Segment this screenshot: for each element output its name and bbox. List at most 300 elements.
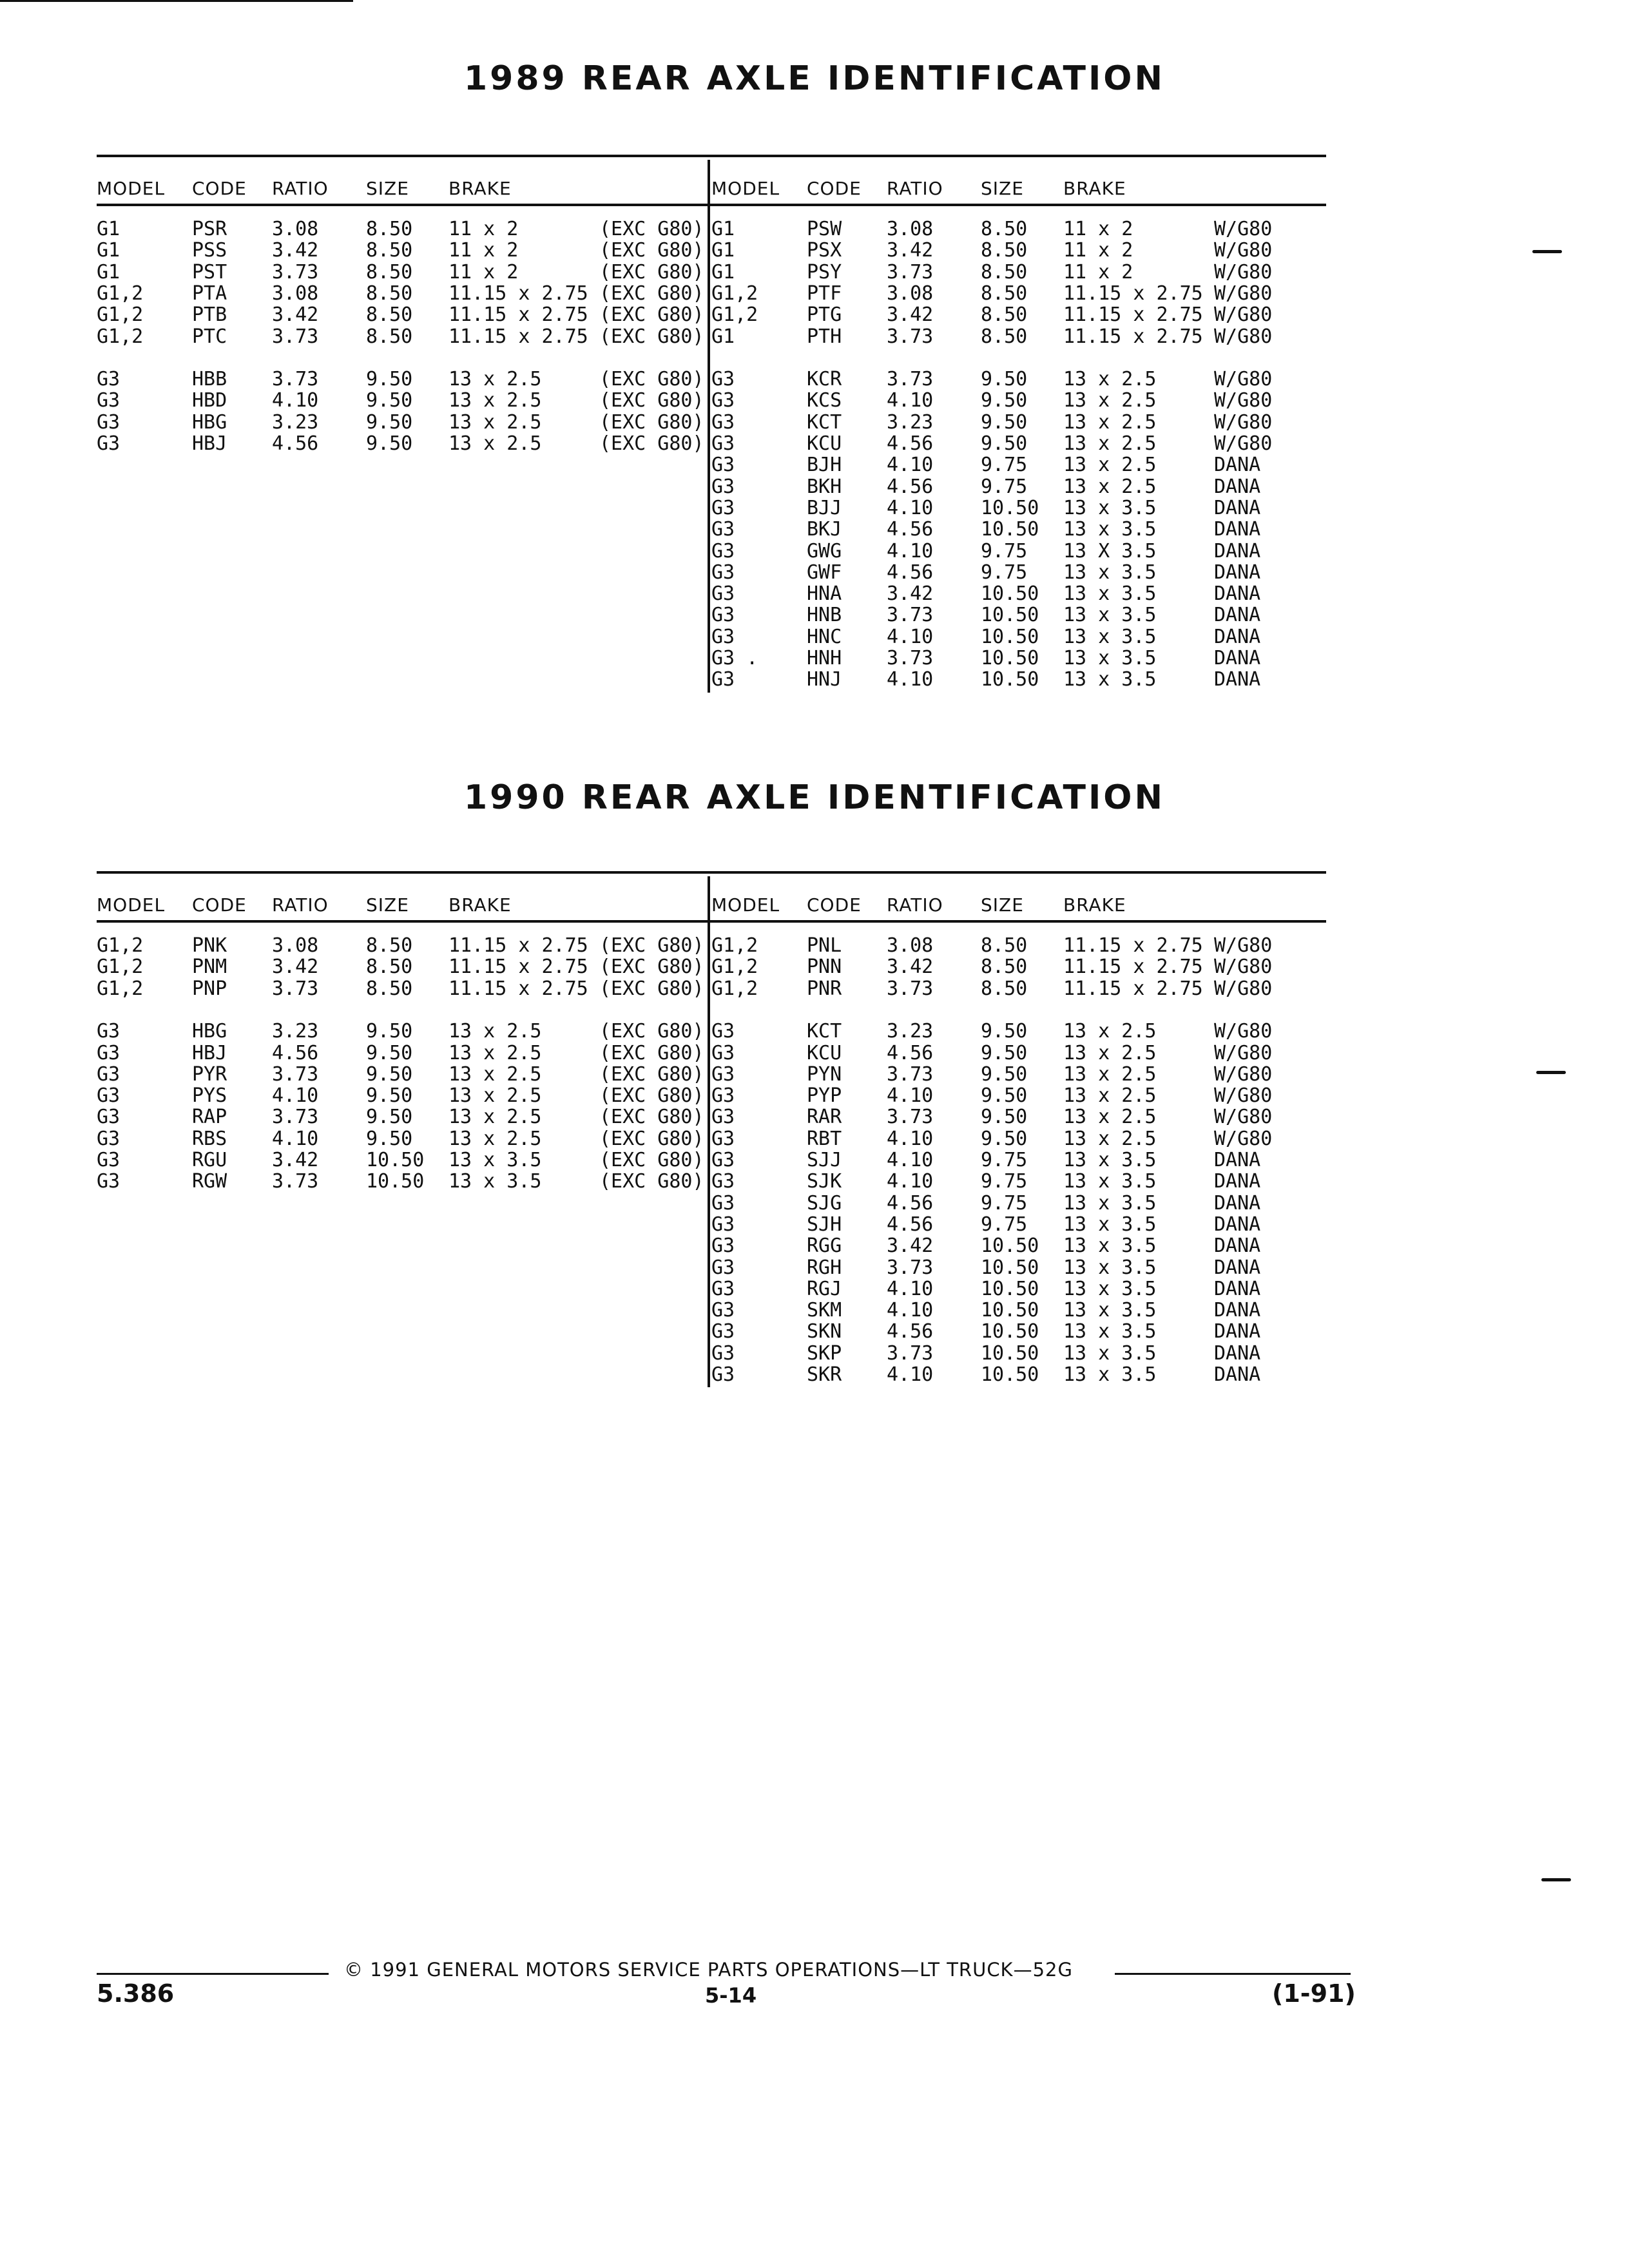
margin-mark [1541,1878,1571,1881]
model-cell: G3 [711,496,735,519]
code-cell: HBJ [192,432,227,455]
brake-cell: 13 x 2.5 [448,1041,542,1064]
ratio-cell: 3.73 [887,1106,934,1129]
code-cell: PTH [807,325,842,348]
brake-cell: 13 x 3.5 [1063,1277,1157,1300]
brake-cell: 13 x 2.5 [1063,410,1157,434]
ratio-cell: 4.56 [887,1041,934,1064]
g80-cell: (EXC G80) [599,410,704,434]
g80-cell: W/G80 [1214,389,1273,412]
ratio-cell: 4.10 [887,539,934,562]
size-cell: 9.50 [366,1106,413,1129]
model-cell: G3 [711,518,735,541]
size-cell: 9.50 [366,1084,413,1108]
brake-cell: 13 x 3.5 [1063,668,1157,691]
g80-cell: W/G80 [1214,218,1273,240]
ratio-cell: 4.10 [887,1363,934,1386]
ratio-cell: 3.08 [272,934,319,957]
brake-cell: 11.15 x 2.75 [1063,303,1203,327]
ratio-cell: 4.56 [887,1320,934,1343]
code-cell: GWG [807,539,842,562]
size-cell: 9.50 [366,1062,413,1086]
model-cell: G3 [711,1235,735,1258]
brake-cell: 13 x 3.5 [1063,625,1157,648]
model-cell: G3 [97,1106,120,1129]
brake-cell: 13 x 3.5 [1063,1256,1157,1279]
model-cell: G3 [711,1277,735,1300]
column-header-size: SIZE [981,178,1024,199]
g80-cell: W/G80 [1214,282,1273,305]
size-cell: 9.50 [981,1084,1028,1108]
ratio-cell: 3.73 [887,260,934,284]
page-number-center: 5-14 [705,1983,757,2008]
ratio-cell: 4.10 [887,1084,934,1108]
size-cell: 8.50 [366,934,413,957]
brake-cell: 13 x 3.5 [1063,582,1157,606]
ratio-cell: 3.73 [272,977,319,1000]
size-cell: 8.50 [366,303,413,327]
size-cell: 8.50 [366,977,413,1000]
ratio-cell: 3.08 [272,282,319,305]
model-cell: G3 [97,1084,120,1108]
code-cell: HNB [807,604,842,627]
g80-cell: W/G80 [1214,956,1273,979]
ratio-cell: 3.42 [887,239,934,262]
g80-cell: DANA [1214,1213,1261,1236]
g80-cell: (EXC G80) [599,389,704,412]
model-cell: G3 [711,1191,735,1215]
table-top-rule [97,871,1326,874]
column-header-model: MODEL [97,894,166,916]
brake-cell: 13 x 2.5 [1063,1062,1157,1086]
model-cell: G3 [711,432,735,455]
code-cell: PNK [192,934,227,957]
size-cell: 10.50 [981,582,1039,606]
model-cell: G1,2 [97,977,144,1000]
brake-cell: 11.15 x 2.75 [1063,325,1203,348]
g80-cell: DANA [1214,625,1261,648]
size-cell: 8.50 [981,325,1028,348]
model-cell: G3 [711,604,735,627]
ratio-cell: 3.23 [272,1020,319,1043]
g80-cell: W/G80 [1214,1106,1273,1129]
ratio-cell: 3.42 [887,1235,934,1258]
g80-cell: DANA [1214,1363,1261,1386]
size-cell: 8.50 [366,260,413,284]
brake-cell: 13 x 2.5 [1063,432,1157,455]
ratio-cell: 4.10 [887,625,934,648]
g80-cell: DANA [1214,1256,1261,1279]
ratio-cell: 4.56 [272,432,319,455]
code-cell: PSY [807,260,842,284]
model-cell: G3 [711,582,735,606]
code-cell: BJH [807,454,842,477]
g80-cell: DANA [1214,454,1261,477]
size-cell: 9.75 [981,561,1028,584]
code-cell: HNC [807,625,842,648]
size-cell: 10.50 [981,1256,1039,1279]
ratio-cell: 3.23 [272,410,319,434]
g80-cell: (EXC G80) [599,282,704,305]
code-cell: PTA [192,282,227,305]
brake-cell: 13 x 2.5 [1063,1041,1157,1064]
brake-cell: 11 x 2 [1063,218,1133,240]
column-header-model: MODEL [711,178,780,199]
size-cell: 9.50 [366,1041,413,1064]
code-cell: RGJ [807,1277,842,1300]
brake-cell: 13 x 2.5 [1063,454,1157,477]
code-cell: HNA [807,582,842,606]
g80-cell: DANA [1214,1191,1261,1215]
column-header-model: MODEL [97,178,166,199]
ratio-cell: 4.56 [887,1213,934,1236]
brake-cell: 13 x 2.5 [448,1020,542,1043]
model-cell: G3 [711,1320,735,1343]
code-cell: PNM [192,956,227,979]
code-cell: HBG [192,1020,227,1043]
g80-cell: DANA [1214,539,1261,562]
size-cell: 9.50 [981,1062,1028,1086]
model-cell: G1,2 [97,956,144,979]
code-cell: RBS [192,1127,227,1150]
brake-cell: 13 x 2.5 [448,432,542,455]
brake-cell: 13 x 3.5 [1063,518,1157,541]
size-cell: 8.50 [981,303,1028,327]
column-divider [708,160,710,693]
g80-cell: (EXC G80) [599,1170,704,1193]
axle-table-1989 [97,155,1326,709]
model-cell: G3 [97,1041,120,1064]
g80-cell: (EXC G80) [599,1084,704,1108]
column-header-size: SIZE [981,894,1024,916]
model-cell: G3 [711,1299,735,1322]
code-cell: PTC [192,325,227,348]
code-cell: HBD [192,389,227,412]
ratio-cell: 4.10 [887,1127,934,1150]
model-cell: G3 [711,1213,735,1236]
column-header-size: SIZE [366,178,409,199]
size-cell: 8.50 [366,239,413,262]
size-cell: 8.50 [366,218,413,240]
page-date: (1-91) [1272,1979,1356,2008]
ratio-cell: 4.10 [272,1127,319,1150]
size-cell: 9.50 [981,410,1028,434]
g80-cell: W/G80 [1214,303,1273,327]
ratio-cell: 4.10 [887,1170,934,1193]
code-cell: PNL [807,934,842,957]
brake-cell: 13 x 3.5 [1063,1235,1157,1258]
size-cell: 8.50 [981,218,1028,240]
code-cell: BKH [807,475,842,498]
code-cell: PTF [807,282,842,305]
g80-cell: W/G80 [1214,239,1273,262]
brake-cell: 13 x 2.5 [448,410,542,434]
code-cell: RAR [807,1106,842,1129]
size-cell: 10.50 [981,625,1039,648]
ratio-cell: 4.56 [887,432,934,455]
code-cell: SKR [807,1363,842,1386]
brake-cell: 13 x 2.5 [1063,368,1157,391]
g80-cell: (EXC G80) [599,239,704,262]
ratio-cell: 4.56 [887,561,934,584]
size-cell: 9.50 [366,368,413,391]
column-header-code: CODE [192,894,247,916]
code-cell: HNJ [807,668,842,691]
size-cell: 9.50 [981,1127,1028,1150]
g80-cell: (EXC G80) [599,325,704,348]
column-divider [708,876,710,1387]
ratio-cell: 4.10 [887,1277,934,1300]
g80-cell: W/G80 [1214,410,1273,434]
brake-cell: 13 x 2.5 [1063,389,1157,412]
model-cell: G1 [97,260,120,284]
code-cell: PNN [807,956,842,979]
column-header-model: MODEL [711,894,780,916]
code-cell: PYP [807,1084,842,1108]
ratio-cell: 3.73 [887,977,934,1000]
size-cell: 9.75 [981,475,1028,498]
size-cell: 8.50 [366,325,413,348]
model-cell: G1,2 [97,934,144,957]
size-cell: 10.50 [981,1235,1039,1258]
model-cell: G3 [711,1170,735,1193]
ratio-cell: 4.10 [272,1084,319,1108]
code-cell: RGG [807,1235,842,1258]
ratio-cell: 3.08 [887,934,934,957]
size-cell: 10.50 [981,1277,1039,1300]
model-cell: G3 [97,410,120,434]
code-cell: SJH [807,1213,842,1236]
ratio-cell: 3.23 [887,410,934,434]
g80-cell: DANA [1214,1170,1261,1193]
g80-cell: W/G80 [1214,1084,1273,1108]
column-header-ratio: RATIO [272,178,329,199]
brake-cell: 13 x 2.5 [448,1106,542,1129]
brake-cell: 13 x 2.5 [448,1127,542,1150]
brake-cell: 11.15 x 2.75 [1063,977,1203,1000]
brake-cell: 11.15 x 2.75 [448,282,588,305]
size-cell: 8.50 [981,282,1028,305]
size-cell: 9.50 [981,432,1028,455]
g80-cell: DANA [1214,475,1261,498]
size-cell: 9.75 [981,454,1028,477]
size-cell: 8.50 [366,282,413,305]
g80-cell: W/G80 [1214,977,1273,1000]
brake-cell: 13 x 2.5 [448,1084,542,1108]
code-cell: RGU [192,1149,227,1171]
code-cell: PSW [807,218,842,240]
code-cell: SJG [807,1191,842,1215]
brake-cell: 13 x 3.5 [1063,1320,1157,1343]
ratio-cell: 3.73 [887,1256,934,1279]
column-header-brake: BRAKE [1063,178,1126,199]
model-cell: G1 [711,325,735,348]
brake-cell: 11.15 x 2.75 [448,977,588,1000]
axle-table-1990 [97,871,1326,1399]
code-cell: PSR [192,218,227,240]
size-cell: 10.50 [981,1299,1039,1322]
brake-cell: 11 x 2 [1063,260,1133,284]
g80-cell: DANA [1214,518,1261,541]
brake-cell: 13 x 3.5 [1063,561,1157,584]
size-cell: 9.75 [981,1191,1028,1215]
brake-cell: 13 x 2.5 [1063,475,1157,498]
code-cell: PYR [192,1062,227,1086]
model-cell: G3 [711,1062,735,1086]
code-cell: PNR [807,977,842,1000]
ratio-cell: 4.56 [887,518,934,541]
size-cell: 9.50 [981,1020,1028,1043]
brake-cell: 13 x 3.5 [448,1149,542,1171]
ratio-cell: 4.10 [887,668,934,691]
brake-cell: 13 x 3.5 [1063,1191,1157,1215]
size-cell: 9.75 [981,539,1028,562]
g80-cell: DANA [1214,1235,1261,1258]
size-cell: 9.75 [981,1149,1028,1171]
size-cell: 8.50 [981,956,1028,979]
ratio-cell: 4.56 [272,1041,319,1064]
brake-cell: 13 x 2.5 [448,389,542,412]
code-cell: KCT [807,410,842,434]
model-cell: G3 [97,1149,120,1171]
model-cell: G3 [711,1256,735,1279]
ratio-cell: 3.08 [272,218,319,240]
ratio-cell: 4.10 [272,389,319,412]
brake-cell: 13 x 2.5 [1063,1106,1157,1129]
g80-cell: W/G80 [1214,934,1273,957]
brake-cell: 13 x 3.5 [1063,1149,1157,1171]
model-cell: G1 [711,218,735,240]
model-cell: G1,2 [711,303,758,327]
column-header-ratio: RATIO [887,894,943,916]
brake-cell: 13 x 2.5 [448,368,542,391]
brake-cell: 13 x 2.5 [1063,1084,1157,1108]
brake-cell: 13 x 3.5 [1063,1170,1157,1193]
column-header-brake: BRAKE [448,894,512,916]
code-cell: RAP [192,1106,227,1129]
model-cell: G1,2 [97,325,144,348]
code-cell: SKP [807,1341,842,1365]
model-cell: G1 [97,218,120,240]
g80-cell: W/G80 [1214,432,1273,455]
column-header-ratio: RATIO [887,178,943,199]
code-cell: PSX [807,239,842,262]
brake-cell: 13 x 3.5 [1063,496,1157,519]
copyright-line: © 1991 GENERAL MOTORS SERVICE PARTS OPERATIONS—LT TRUCK—52G [344,1959,1073,1981]
code-cell: KCT [807,1020,842,1043]
brake-cell: 13 x 3.5 [448,1170,542,1193]
g80-cell: DANA [1214,1320,1261,1343]
code-cell: PYS [192,1084,227,1108]
brake-cell: 13 x 3.5 [1063,1213,1157,1236]
code-cell: KCU [807,432,842,455]
ratio-cell: 3.73 [887,647,934,669]
column-header-code: CODE [807,178,862,199]
ratio-cell: 3.73 [887,1062,934,1086]
ratio-cell: 3.73 [887,1341,934,1365]
code-cell: BJJ [807,496,842,519]
ratio-cell: 3.73 [272,1106,319,1129]
header-bottom-rule [97,920,1326,923]
code-cell: RGH [807,1256,842,1279]
code-cell: SKM [807,1299,842,1322]
code-cell: HBG [192,410,227,434]
brake-cell: 13 x 3.5 [1063,647,1157,669]
ratio-cell: 4.10 [887,389,934,412]
model-cell: G1,2 [711,956,758,979]
model-cell: G3 [711,454,735,477]
column-header-code: CODE [192,178,247,199]
model-cell: G3 [711,475,735,498]
model-cell: G3 [97,389,120,412]
g80-cell: DANA [1214,604,1261,627]
model-cell: G3 [711,668,735,691]
top-rule [0,0,353,2]
code-cell: HBB [192,368,227,391]
ratio-cell: 4.10 [887,496,934,519]
size-cell: 9.50 [366,432,413,455]
g80-cell: (EXC G80) [599,1020,704,1043]
code-cell: PTB [192,303,227,327]
g80-cell: W/G80 [1214,1127,1273,1150]
table-title-1989: 1989 REAR AXLE IDENTIFICATION [463,59,1166,98]
ratio-cell: 3.23 [887,1020,934,1043]
brake-cell: 13 x 2.5 [1063,1127,1157,1150]
brake-cell: 11 x 2 [448,260,519,284]
model-cell: G3 . [711,647,758,669]
g80-cell: (EXC G80) [599,368,704,391]
g80-cell: W/G80 [1214,1020,1273,1043]
brake-cell: 13 x 3.5 [1063,1299,1157,1322]
column-header-size: SIZE [366,894,409,916]
ratio-cell: 3.73 [272,325,319,348]
model-cell: G3 [711,1020,735,1043]
code-cell: RGW [192,1170,227,1193]
g80-cell: W/G80 [1214,260,1273,284]
column-header-brake: BRAKE [1063,894,1126,916]
column-header-ratio: RATIO [272,894,329,916]
ratio-cell: 3.42 [887,956,934,979]
margin-mark [1532,250,1562,253]
model-cell: G3 [711,1363,735,1386]
ratio-cell: 4.10 [887,1149,934,1171]
model-cell: G3 [711,410,735,434]
brake-cell: 11.15 x 2.75 [1063,956,1203,979]
ratio-cell: 3.73 [272,260,319,284]
g80-cell: (EXC G80) [599,1127,704,1150]
code-cell: KCU [807,1041,842,1064]
brake-cell: 11.15 x 2.75 [448,303,588,327]
g80-cell: (EXC G80) [599,1041,704,1064]
code-cell: PST [192,260,227,284]
g80-cell: W/G80 [1214,1041,1273,1064]
brake-cell: 11.15 x 2.75 [448,956,588,979]
model-cell: G3 [711,389,735,412]
brake-cell: 13 x 3.5 [1063,1363,1157,1386]
code-cell: HNH [807,647,842,669]
g80-cell: (EXC G80) [599,934,704,957]
model-cell: G1,2 [711,282,758,305]
code-cell: HBJ [192,1041,227,1064]
size-cell: 9.50 [981,389,1028,412]
code-cell: PSS [192,239,227,262]
brake-cell: 13 X 3.5 [1063,539,1157,562]
model-cell: G3 [97,1062,120,1086]
g80-cell: (EXC G80) [599,218,704,240]
g80-cell: DANA [1214,1149,1261,1171]
size-cell: 8.50 [981,934,1028,957]
g80-cell: DANA [1214,561,1261,584]
